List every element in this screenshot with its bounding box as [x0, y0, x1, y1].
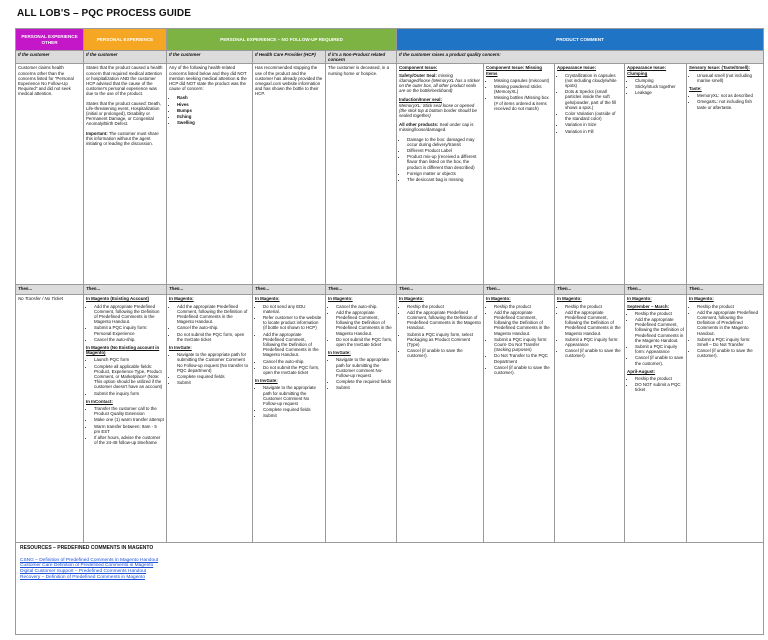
list-item: • Foreign matter or objects: [407, 171, 481, 176]
list-item: • OmegaXL: not including fish taste or aftertaste.: [697, 99, 761, 109]
desc-clumping: [625, 64, 687, 285]
list-item: • Submit a PQC inquiry form, select Packaging as Product Comment (Type): [407, 332, 481, 348]
list-item: • Reship the product: [494, 304, 552, 309]
list-item: • Submit: [336, 385, 394, 390]
desc-non-product: [326, 64, 397, 285]
section-title: Appearance Issue:: [557, 65, 597, 71]
list-item: • Rash: [177, 95, 250, 100]
then-cell: Then...: [167, 285, 253, 295]
action-list: [328, 357, 394, 390]
section-title: In Magento (Existing Account): [86, 296, 150, 302]
list-item: • Bumps: [177, 108, 250, 113]
action-personal: [84, 295, 167, 543]
condition-cell: If the customer: [167, 51, 253, 64]
action-list: [86, 406, 164, 445]
list-item: • Submit: [263, 413, 323, 418]
list-item: • Make one (1) warm transfer attempt: [94, 417, 164, 422]
list-item: • The desiccant bag is missing: [407, 177, 481, 182]
list-item: • Swelling: [177, 120, 250, 125]
desc-other: [16, 64, 84, 285]
list-item: • Do not send any EDU material.: [263, 304, 323, 314]
important-label: Important:: [86, 130, 108, 136]
list-item: • Variation in Size: [565, 122, 622, 127]
list-item: • Missing capsules (miscount): [494, 78, 552, 83]
list-item: • Transfer the customer call to the Product Quality Extension: [94, 406, 164, 416]
desc-text: [399, 97, 481, 118]
condition-cell: If the customer: [84, 51, 167, 64]
list-item: • If after hours, advise the customer of the 24-48 follow-up timeframe: [94, 435, 164, 445]
then-row: [16, 285, 764, 295]
condition-row: [16, 51, 764, 64]
list-item: • Reship the product: [635, 311, 684, 316]
list-item: • Missing powdered sticks (MemoryXL): [494, 84, 552, 94]
resource-link-csng[interactable]: CSNG – Definition of Predefined Comments in Magento Handout: [20, 557, 159, 563]
action-list: [255, 304, 323, 376]
action-list: [86, 304, 164, 342]
section-title: In Magento:: [255, 296, 280, 302]
list-item: • Add the appropriate Predefined Comment, following the Definition of Predefined Comments in the Magento Handout.: [336, 310, 394, 336]
action-list: [86, 357, 164, 395]
list-item: • Variation in Fill: [565, 129, 622, 134]
bold-label: Induction/Inner seal:: [399, 97, 442, 103]
then-cell: Then...: [625, 285, 687, 295]
desc-text: Has recommended stopping the use of the product and the customer has already provided the omegaxl.com website information and has shown the bottle to their HCP.: [255, 65, 323, 97]
desc-text: Any of the following health-related concerns listed below and they did NOT mention seeking medical attention & the HCP did NOT state the product was the cause of concern:: [169, 65, 247, 92]
desc-text: The customer is deceased, in a nursing home or hospice.: [328, 65, 390, 76]
section-title: Component Issue:: [399, 65, 438, 71]
action-list: [627, 311, 684, 366]
action-list: [169, 352, 250, 385]
desc-personal: [84, 64, 167, 285]
smell-list: [689, 73, 761, 83]
list-item: • Add the appropriate Predefined Comment, following the Definition of Predefined Comments in the Magento Handout.: [565, 310, 622, 336]
list-item: • Cancel the auto-ship.: [336, 304, 394, 309]
resources-row: [16, 543, 764, 635]
bold-label: All other products:: [399, 122, 439, 128]
condition-cell: If it's a Non-Product related concern: [326, 51, 397, 64]
missing-items-list: [486, 78, 552, 111]
list-item: • Complete required fields: [263, 407, 323, 412]
action-list: [169, 304, 250, 342]
action-sensory: [687, 295, 764, 543]
resource-link-customer-care[interactable]: Customer Care Definition of Predefined Comments in Magento: [20, 563, 154, 569]
list-item: • Clumping: [635, 78, 684, 83]
list-item: • Navigate to the appropriate path for submitting the Customer comment No-Follow-up request: [336, 357, 394, 378]
list-item: • Color Variation (outside of the standard color): [565, 111, 622, 121]
action-component-issue: [397, 295, 484, 543]
list-item: • Leakage: [635, 90, 684, 95]
resources-cell: [16, 543, 764, 635]
list-item: • Submit: [177, 380, 250, 385]
desc-component-missing: [484, 64, 555, 285]
list-item: • Unusual smell (not including marine smell): [697, 73, 761, 83]
desc-component-issue: [397, 64, 484, 285]
section-title: Component Issue: Missing Items: [486, 65, 542, 76]
list-item: • Navigate to the appropriate path for submitting the Customer Comment No Follow-up request (No transfer to PQC department): [177, 352, 250, 373]
header-no-follow-up: PERSONAL EXPERIENCE – NO FOLLOW-UP REQUIRED: [167, 29, 397, 51]
desc-text: Customer claims health concerns other than the concerns listed for "Personal Experience No Follow-Up Required" and did not seek medical attention.: [18, 65, 74, 97]
desc-no-follow-up: [167, 64, 253, 285]
list-item: • Cancel (if unable to save the customer).: [697, 348, 761, 358]
then-cell: Then...: [16, 285, 84, 295]
header-personal-experience-other: PERSONAL EXPERIENCE OTHER: [16, 29, 84, 51]
section-title: In Magento:: [399, 296, 424, 302]
list-item: • Add the appropriate Predefined Comment, following the Definition of Predefined Comments in the Magento Handout.: [177, 304, 250, 325]
header-personal-experience: PERSONAL EXPERIENCE: [84, 29, 167, 51]
then-cell: Then...: [687, 285, 764, 295]
list-item: • Submit a PQC inquiry form: Count- Do Not Transfer (tracking purposes): [494, 337, 552, 353]
list-item: • Hives: [177, 102, 250, 107]
section-title: In Magento:: [486, 296, 511, 302]
list-item: • Reship the product: [565, 304, 622, 309]
list-item: • Cancel (if unable to save the customer).: [494, 365, 552, 375]
list-item: • Submit a PQC inquiry form: Personal Experience: [94, 325, 164, 335]
list-item: • Itching: [177, 114, 250, 119]
action-hcp: [253, 295, 326, 543]
section-title: In Magento:: [328, 296, 353, 302]
section-title: In Magento (No Existing account in Magento): [86, 345, 160, 356]
action-other: [16, 295, 84, 543]
appearance-list: [557, 73, 622, 134]
list-item: • Do not submit the PQC form, open the InvGate ticket: [336, 337, 394, 347]
season-label: April-August:: [627, 368, 656, 374]
action-list: [255, 385, 323, 418]
list-item: • Complete all applicable fields: Product, Experience Type, Product Comment, or Marketplace* (Note: This option should be utilized if the customer doesn't have an account): [94, 364, 164, 390]
desc-text: States that the product caused: Death, Life-threatening event, Hospitalization (initial or prolonged), Disability or Permanent Damage, or Congenital Anomaly/Birth Defect.: [86, 100, 161, 127]
then-cell: Then...: [555, 285, 625, 295]
action-list: [689, 304, 761, 359]
list-item: • Product mix-up (received a different flavor than listed on the box, the product is different than described): [407, 154, 481, 170]
list-item: • Warm transfer between: 9am - 5 pm EST: [94, 424, 164, 434]
list-item: • Submit a PQC inquiry form: Smell – Do Not Transfer: [697, 337, 761, 347]
desc-text: States that the product caused a health concern that required medical attention or hospitalization AND the customer HCP advised that the cause of the customer's personal experience was due to the use of the product.: [86, 65, 163, 97]
desc-hcp: [253, 64, 326, 285]
condition-cell: If the customer: [16, 51, 84, 64]
process-guide-table: [15, 28, 764, 635]
list-item: • Cancel the auto-ship.: [263, 359, 323, 364]
action-clumping: [625, 295, 687, 543]
list-item: • Reship the product: [635, 376, 684, 381]
desc-sensory: [687, 64, 764, 285]
list-item: • Do Not Transfer to the PQC Department: [494, 353, 552, 363]
list-item: • Damage to the box: damaged may occur during delivery/transit: [407, 137, 481, 147]
section-title: In Magento:: [557, 296, 582, 302]
action-list: [627, 376, 684, 393]
resource-link-digital-support[interactable]: Digital Customer Support – Predefined Comments Handout: [20, 569, 147, 575]
section-title: In InContact:: [86, 398, 113, 404]
taste-list: [689, 93, 761, 110]
condition-cell: If Health Care Provider (HCP): [253, 51, 326, 64]
clumping-list: [627, 78, 684, 96]
resources-title: RESOURCES – PREDEFINED COMMENTS IN MAGENTO: [20, 545, 154, 552]
list-item: • Complete required fields: [177, 374, 250, 379]
desc-appearance: [555, 64, 625, 285]
list-item: • Add the appropriate Predefined Comment, following the Definition of Predefined Comments in the Magento Handout.: [407, 310, 481, 331]
action-component-missing: [484, 295, 555, 543]
desc-text: [399, 73, 481, 94]
season-label: September – March:: [627, 303, 669, 309]
list-item: • Cancel the auto-ship.: [177, 325, 250, 330]
section-title: In Magento:: [169, 296, 194, 302]
then-cell: Then...: [253, 285, 326, 295]
description-row: [16, 64, 764, 285]
list-item: • MemoryXL: not as described: [697, 93, 761, 98]
action-list: [399, 304, 481, 359]
desc-text: [399, 122, 481, 132]
condition-cell: If the customer raises a product quality concern:: [397, 51, 764, 64]
section-title: In Magento:: [627, 296, 652, 302]
list-item: • Launch PQC form: [94, 357, 164, 362]
list-item: • Cancel (if unable to save the customer).: [407, 348, 481, 358]
action-text: No Transfer / No Ticket: [18, 296, 64, 302]
list-item: • Do not submit the PQC form, open the InvGate ticket: [177, 332, 250, 342]
list-item: • Submit the inquiry form: [94, 391, 164, 396]
list-item: • Navigate to the appropriate path for submitting the Customer Comment No Follow-up request: [263, 385, 323, 406]
list-item: • Add the appropriate Predefined Comment, following the Definition of Predefined Comments in the Magento Handout.: [94, 304, 164, 325]
list-item: • Reship the product: [697, 304, 761, 309]
header-product-comment: PRODUCT COMMENT: [397, 29, 764, 51]
then-cell: Then...: [326, 285, 397, 295]
list-item: • Submit a PQC inquiry form: Appearance: [565, 337, 622, 347]
taste-label: Taste:: [689, 86, 702, 92]
action-list: [486, 304, 552, 376]
action-row: [16, 295, 764, 543]
list-item: • Cancel the auto-ship.: [94, 337, 164, 342]
section-title: In InvGate:: [255, 378, 278, 384]
list-item: • Refer customer to the website to locate product information (if bottle not shown to HCP): [263, 315, 323, 331]
desc-text: Seal under cap is missing/loose/damaged.: [399, 122, 474, 133]
section-title: In InvGate:: [169, 345, 192, 351]
list-item: • DO NOT submit a PQC ticket: [635, 382, 684, 392]
desc-text: missing /damaged/loose (MemoryXL has a sticker on the outer box, all other product seals are on the bottle/neckband): [399, 72, 480, 94]
section-title: In Magento:: [689, 296, 714, 302]
then-cell: Then...: [484, 285, 555, 295]
section-title: Appearance Issue: Clumping: [627, 65, 667, 76]
list-item: • Add the appropriate Predefined Comment, following the Definition of Predefined Comments in the Magento Handout.: [263, 332, 323, 358]
list-item: • Cancel (if unable to save the customer).: [565, 348, 622, 358]
section-title: In InvGate:: [328, 350, 351, 356]
desc-text: The customer must share this information without the agent initiating or leading the discussion.: [86, 130, 159, 147]
section-title: Sensory Issue: (Taste/Smell):: [689, 65, 750, 71]
resource-link-recovery[interactable]: Recovery – Definition of Predefined Comments in Magento: [20, 575, 146, 580]
action-list: [557, 304, 622, 359]
page-title: ALL LOB'S – PQC PROCESS GUIDE: [17, 8, 192, 19]
action-no-follow-up: [167, 295, 253, 543]
list-item: • Complete the required fields: [336, 379, 394, 384]
list-item: • Submit a PQC inquiry form: Appearance: [635, 344, 684, 354]
header-row: [16, 29, 764, 51]
symptom-list: [169, 95, 250, 125]
list-item: • Missing bottles /Missing box (# of items ordered & items received do not match): [494, 95, 552, 111]
list-item: • Sticky/stuck together: [635, 84, 684, 89]
list-item: • Dots & Specks (small particles inside the soft gels/powder, part of the fill shows a spot.): [565, 89, 622, 110]
action-list: [328, 304, 394, 348]
desc-text: MemoryXL: Stick seal loose or opened (the stick top & bottom border should be sealed together): [399, 102, 477, 119]
desc-text: [86, 131, 164, 147]
list-item: • Reship the product: [407, 304, 481, 309]
list-item: • Different Product Label: [407, 148, 481, 153]
list-item: • Do not submit the PQC form, open the InvGate ticket: [263, 365, 323, 375]
list-item: • Add the appropriate Predefined Comment, following the Definition of Predefined Comments in the Magento Handout.: [697, 310, 761, 336]
then-cell: Then...: [397, 285, 484, 295]
then-cell: Then...: [84, 285, 167, 295]
list-item: • Crystallization in capsules (not including cloudy/white spots): [565, 73, 622, 89]
bold-label: Safety/Outer Seal:: [399, 72, 437, 78]
action-appearance: [555, 295, 625, 543]
component-issue-list: [399, 137, 481, 183]
list-item: • Cancel (if unable to save the customer).: [635, 355, 684, 365]
action-non-product: [326, 295, 397, 543]
list-item: • Add the appropriate Predefined Comment, following the Definition of Predefined Comments in the Magento Handout.: [635, 317, 684, 343]
list-item: • Add the appropriate Predefined Comment, following the Definition of Predefined Comments in the Magento Handout.: [494, 310, 552, 336]
